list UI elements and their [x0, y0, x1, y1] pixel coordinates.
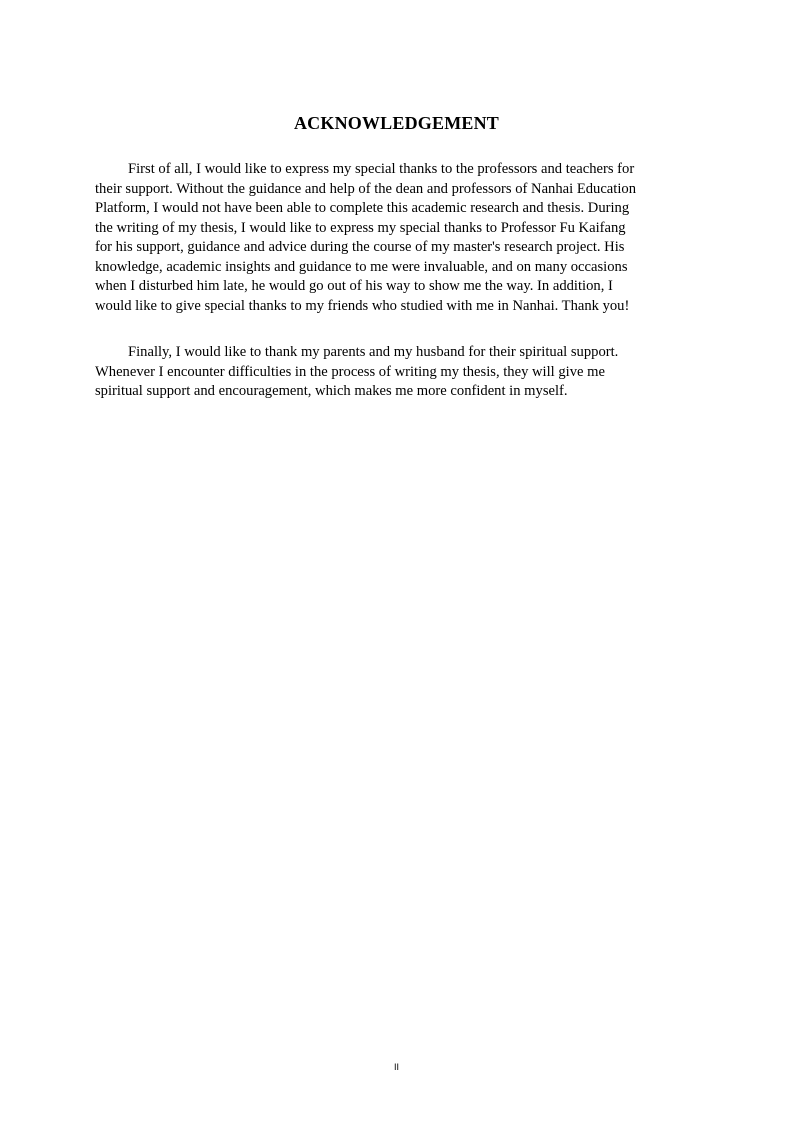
paragraph-line: their support. Without the guidance and help of the dean and professors of Nanhai Education	[95, 180, 636, 197]
paragraph-thanks-family	[95, 343, 695, 402]
page-number: II	[393, 1062, 399, 1072]
paragraph-line: Platform, I would not have been able to complete this academic research and thesis. During	[95, 200, 630, 216]
paragraph-line: spiritual support and encouragement, which makes me more confident in myself.	[95, 383, 568, 399]
paragraph-line: the writing of my thesis, I would like to express my special thanks to Professor Fu Kaifang	[95, 219, 626, 236]
page-title: ACKNOWLEDGEMENT	[293, 113, 500, 133]
paragraph-line: First of all, I would like to express my special thanks to the professors and teachers for	[128, 161, 635, 177]
paragraph-line: knowledge, academic insights and guidance to me were invaluable, and on many occasions	[95, 258, 628, 275]
paragraph-line: would like to give special thanks to my friends who studied with me in Nanhai. Thank you!	[95, 297, 630, 314]
paragraph-thanks-professors	[95, 160, 695, 316]
paragraph-line: Finally, I would like to thank my parents and my husband for their spiritual support.	[128, 344, 619, 360]
paragraph-line: for his support, guidance and advice during the course of my master's research project. His	[95, 239, 625, 255]
paragraph-line: when I disturbed him late, he would go out of his way to show me the way. In addition, I	[95, 278, 613, 294]
paragraph-line: Whenever I encounter difficulties in the process of writing my thesis, they will give me	[95, 363, 605, 380]
